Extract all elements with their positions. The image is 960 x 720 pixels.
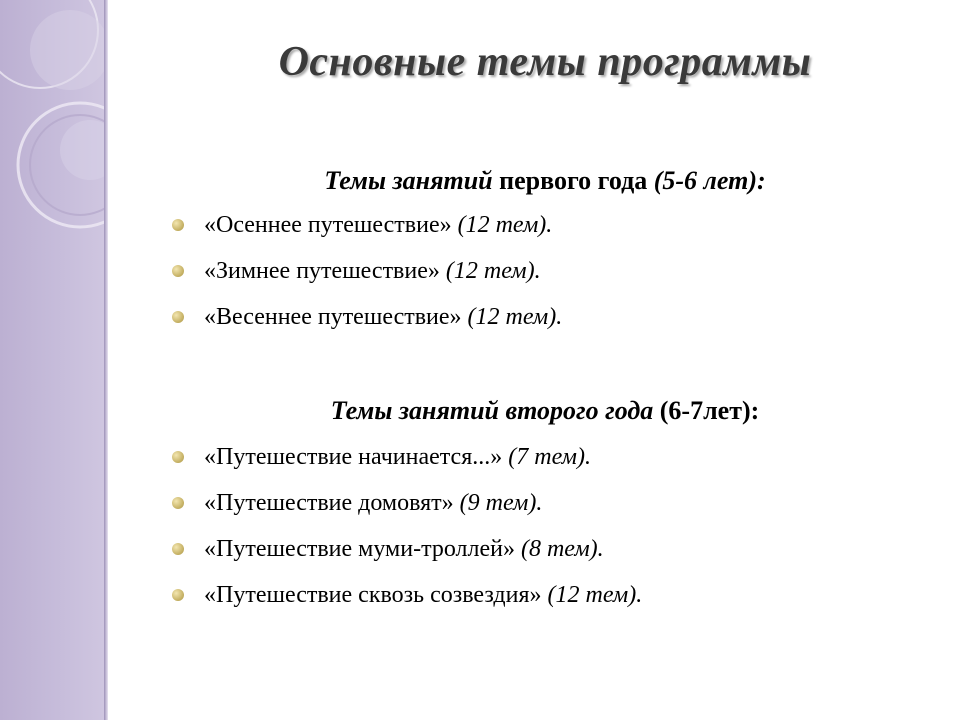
list-item	[170, 434, 642, 480]
topic-name: «Зимнее путешествие»	[204, 258, 440, 284]
topic-name: «Путешествие начинается...»	[204, 444, 503, 470]
year2-heading-age: (6-7лет):	[653, 396, 760, 425]
list-item	[170, 202, 562, 248]
year2-heading	[150, 396, 940, 426]
bullet-icon	[172, 543, 184, 555]
list-item	[170, 526, 642, 572]
topic-name: «Путешествие домовят»	[204, 490, 454, 516]
topic-count: (7 тем).	[508, 444, 591, 470]
year1-heading-topics: Темы занятий	[324, 166, 493, 195]
decorative-side-panel	[0, 0, 104, 720]
bullet-icon	[172, 589, 184, 601]
topic-count: (12 тем).	[445, 258, 541, 284]
year1-heading-year: первого года	[492, 166, 654, 195]
list-item	[170, 480, 642, 526]
topic-name: «Весеннее путешествие»	[204, 304, 462, 330]
topic-count: (12 тем).	[457, 212, 553, 238]
topic-name: «Путешествие муми-троллей»	[204, 536, 515, 562]
bullet-icon	[172, 451, 184, 463]
slide-title: Основные темы программы	[278, 39, 812, 85]
bullet-icon	[172, 265, 184, 277]
topic-name: «Путешествие сквозь созвездия»	[204, 582, 542, 608]
bullet-icon	[172, 497, 184, 509]
decorative-circles	[0, 0, 104, 720]
topic-name: «Осеннее путешествие»	[204, 212, 452, 238]
topic-count: (12 тем).	[547, 582, 643, 608]
year1-topic-list	[170, 202, 562, 340]
list-item	[170, 248, 562, 294]
side-panel-edge	[104, 0, 108, 720]
topic-count: (12 тем).	[467, 304, 563, 330]
topic-count: (9 тем).	[459, 490, 543, 516]
year2-topic-list	[170, 434, 642, 618]
list-item	[170, 294, 562, 340]
topic-count: (8 тем).	[520, 536, 604, 562]
bullet-icon	[172, 311, 184, 323]
year2-heading-topics: Темы занятий второго года	[330, 396, 654, 425]
year1-heading	[150, 166, 940, 196]
bullet-icon	[172, 219, 184, 231]
list-item	[170, 572, 642, 618]
year1-heading-age: (5-6 лет):	[653, 166, 766, 195]
